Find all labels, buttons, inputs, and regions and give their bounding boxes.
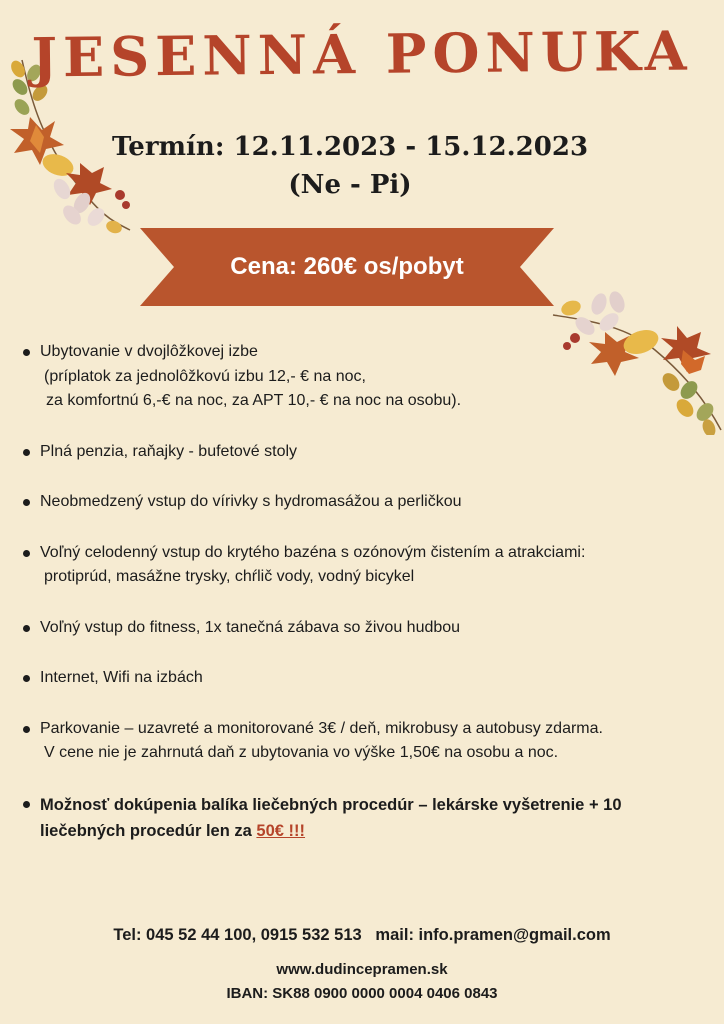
price-banner (140, 228, 554, 306)
feature-list (22, 340, 702, 870)
website[interactable]: www.dudincepramen.sk (276, 961, 448, 978)
date-range-dates: Termín: 12.11.2023 - 15.12.2023 (111, 132, 589, 162)
price-banner-text: Cena: 260€ os/pobyt (230, 253, 464, 280)
feature-fitness: Voľný vstup do fitness, 1x tanečná zábava so živou hudbou (22, 616, 702, 641)
feature-treatment-offer (40, 818, 702, 844)
feature-treatment-title: Možnosť dokúpenia balíka liečebných procedúr – lekárske vyšetrenie + 10 (40, 795, 622, 814)
feature-parking-title: Parkovanie – uzavreté a monitorované 3€ / deň, mikrobusy a autobusy zdarma. (40, 719, 603, 737)
feature-pool-attractions: protiprúd, masážne trysky, chŕlič vody, vodný bicykel (44, 568, 415, 585)
date-range-days: (Ne - Pi) (288, 170, 412, 200)
feature-treatment-prefix: liečebných procedúr len za (40, 821, 252, 840)
feature-accommodation-note-2: za komfortnú 6,-€ na noc, za APT 10,- € na noc na osobu). (46, 392, 462, 409)
feature-parking (22, 717, 702, 766)
date-range (100, 128, 600, 204)
feature-whirlpool: Neobmedzený vstup do vírivky s hydromasážou a perličkou (22, 490, 702, 515)
page-title: JESENNÁ PONUKA (31, 18, 693, 90)
feature-pool-title: Voľný celodenný vstup do krytého bazéna s ozónovým čistením a atrakciami: (40, 543, 586, 561)
iban: IBAN: SK88 0900 0000 0004 0406 0843 (226, 985, 498, 1002)
feature-board: Plná penzia, raňajky - bufetové stoly (22, 440, 702, 465)
feature-accommodation-title: Ubytovanie v dvojlôžkovej izbe (40, 343, 258, 360)
treatment-price: 50€ !!! (256, 821, 306, 840)
feature-accommodation (22, 340, 702, 414)
feature-internet: Internet, Wifi na izbách (22, 666, 702, 691)
contact-line: Tel: 045 52 44 100, 0915 532 513 mail: info.pramen@gmail.com (113, 926, 611, 944)
feature-parking-tax-note: V cene nie je zahrnutá daň z ubytovania vo výške 1,50€ na osobu a noc. (44, 744, 559, 761)
feature-pool (22, 541, 702, 590)
feature-accommodation-note-1: (príplatok za jednolôžkovú izbu 12,- € na noc, (44, 367, 366, 385)
feature-treatment (22, 792, 702, 844)
